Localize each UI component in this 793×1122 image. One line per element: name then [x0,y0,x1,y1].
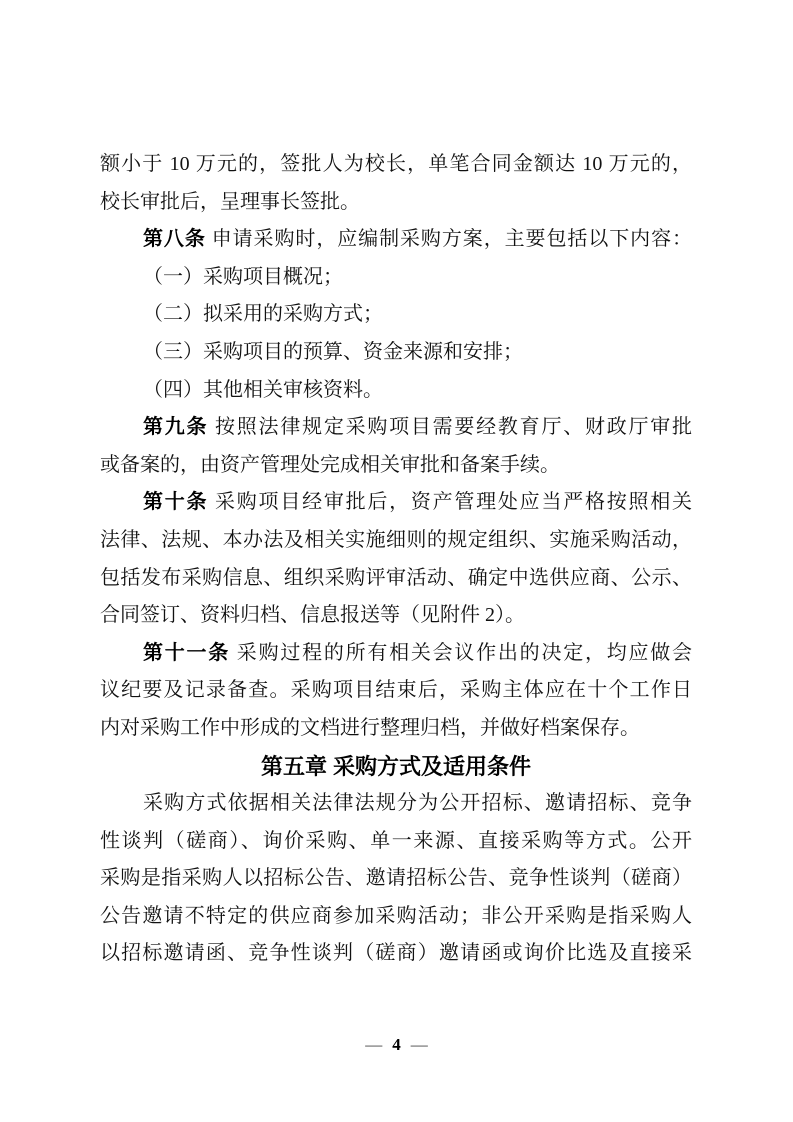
text-segment: 采购方式依据相关法律法规分为公开招标、邀请招标、竞争 [143,792,692,815]
text-segment: 议纪要及记录备查。采购项目结束后，采购主体应在十个工作日 [100,679,692,702]
document-line [100,785,692,823]
text-segment: 采购项目经审批后，资产管理处应当严格按照相关 [208,491,693,514]
page-number: 4 [392,1035,401,1054]
document-line [100,560,692,598]
text-segment: （一）采购项目概况； [143,265,343,288]
text-segment: 包括发布采购信息、组织采购评审活动、确定中选供应商、公示、 [100,566,692,589]
document-line [100,221,692,259]
chapter-heading [100,748,692,786]
document-line [100,898,692,936]
article-number: 第九条 [143,416,209,439]
article-number: 第十条 [143,491,209,514]
text-segment: 合同签订、资料归档、信息报送等（见附件 2）。 [100,604,525,627]
text-segment: 按照法律规定采购项目需要经教育厅、财政厅审批 [208,416,693,439]
text-segment: 法律、法规、本办法及相关实施细则的规定组织、实施采购活动， [100,528,692,551]
document-line [100,710,692,748]
text-segment: （四）其他相关审核资料。 [143,378,383,401]
document-line [100,146,692,184]
footer-dash-right: — [410,1035,428,1054]
text-segment: （二）拟采用的采购方式； [143,303,383,326]
document-line [100,672,692,710]
document-line [100,823,692,861]
text-segment: 采购是指采购人以招标公告、邀请招标公告、竞争性谈判（磋商） [100,867,692,890]
text-segment: 校长审批后，呈理事长签批。 [100,190,360,213]
document-line [100,334,692,372]
text-segment: 额小于 10 万元的，签批人为校长，单笔合同金额达 10 万元的， [100,153,692,175]
text-segment: 申请采购时，应编制采购方案，主要包括以下内容： [205,228,693,251]
text-segment: 或备案的，由资产管理处完成相关审批和备案手续。 [100,453,560,476]
document-line [100,635,692,673]
text-segment: 以招标邀请函、竞争性谈判（磋商）邀请函或询价比选及直接采 [100,942,692,965]
footer-dash-left: — [365,1035,383,1054]
text-segment: （三）采购项目的预算、资金来源和安排； [143,340,523,363]
article-number: 第八条 [143,228,206,251]
document-line [100,860,692,898]
document-line [100,484,692,522]
document-line [100,296,692,334]
text-segment: 公告邀请不特定的供应商参加采购活动；非公开采购是指采购人 [100,904,692,927]
chapter-heading-text: 第五章 采购方式及适用条件 [260,753,532,779]
document-line [100,597,692,635]
document-line [100,447,692,485]
document-line [100,935,692,973]
document-line [100,522,692,560]
text-segment: 内对采购工作中形成的文档进行整理归档，并做好档案保存。 [100,716,640,739]
document-line [100,409,692,447]
page-footer [0,1033,793,1057]
text-segment: 采购过程的所有相关会议作出的决定，均应做会 [230,641,693,664]
text-segment: 性谈判（磋商）、询价采购、单一来源、直接采购等方式。公开 [100,829,692,852]
article-number: 第十一条 [143,641,231,664]
document-line [100,259,692,297]
document-line [100,372,692,410]
document-line [100,184,692,222]
document-body [100,146,692,973]
